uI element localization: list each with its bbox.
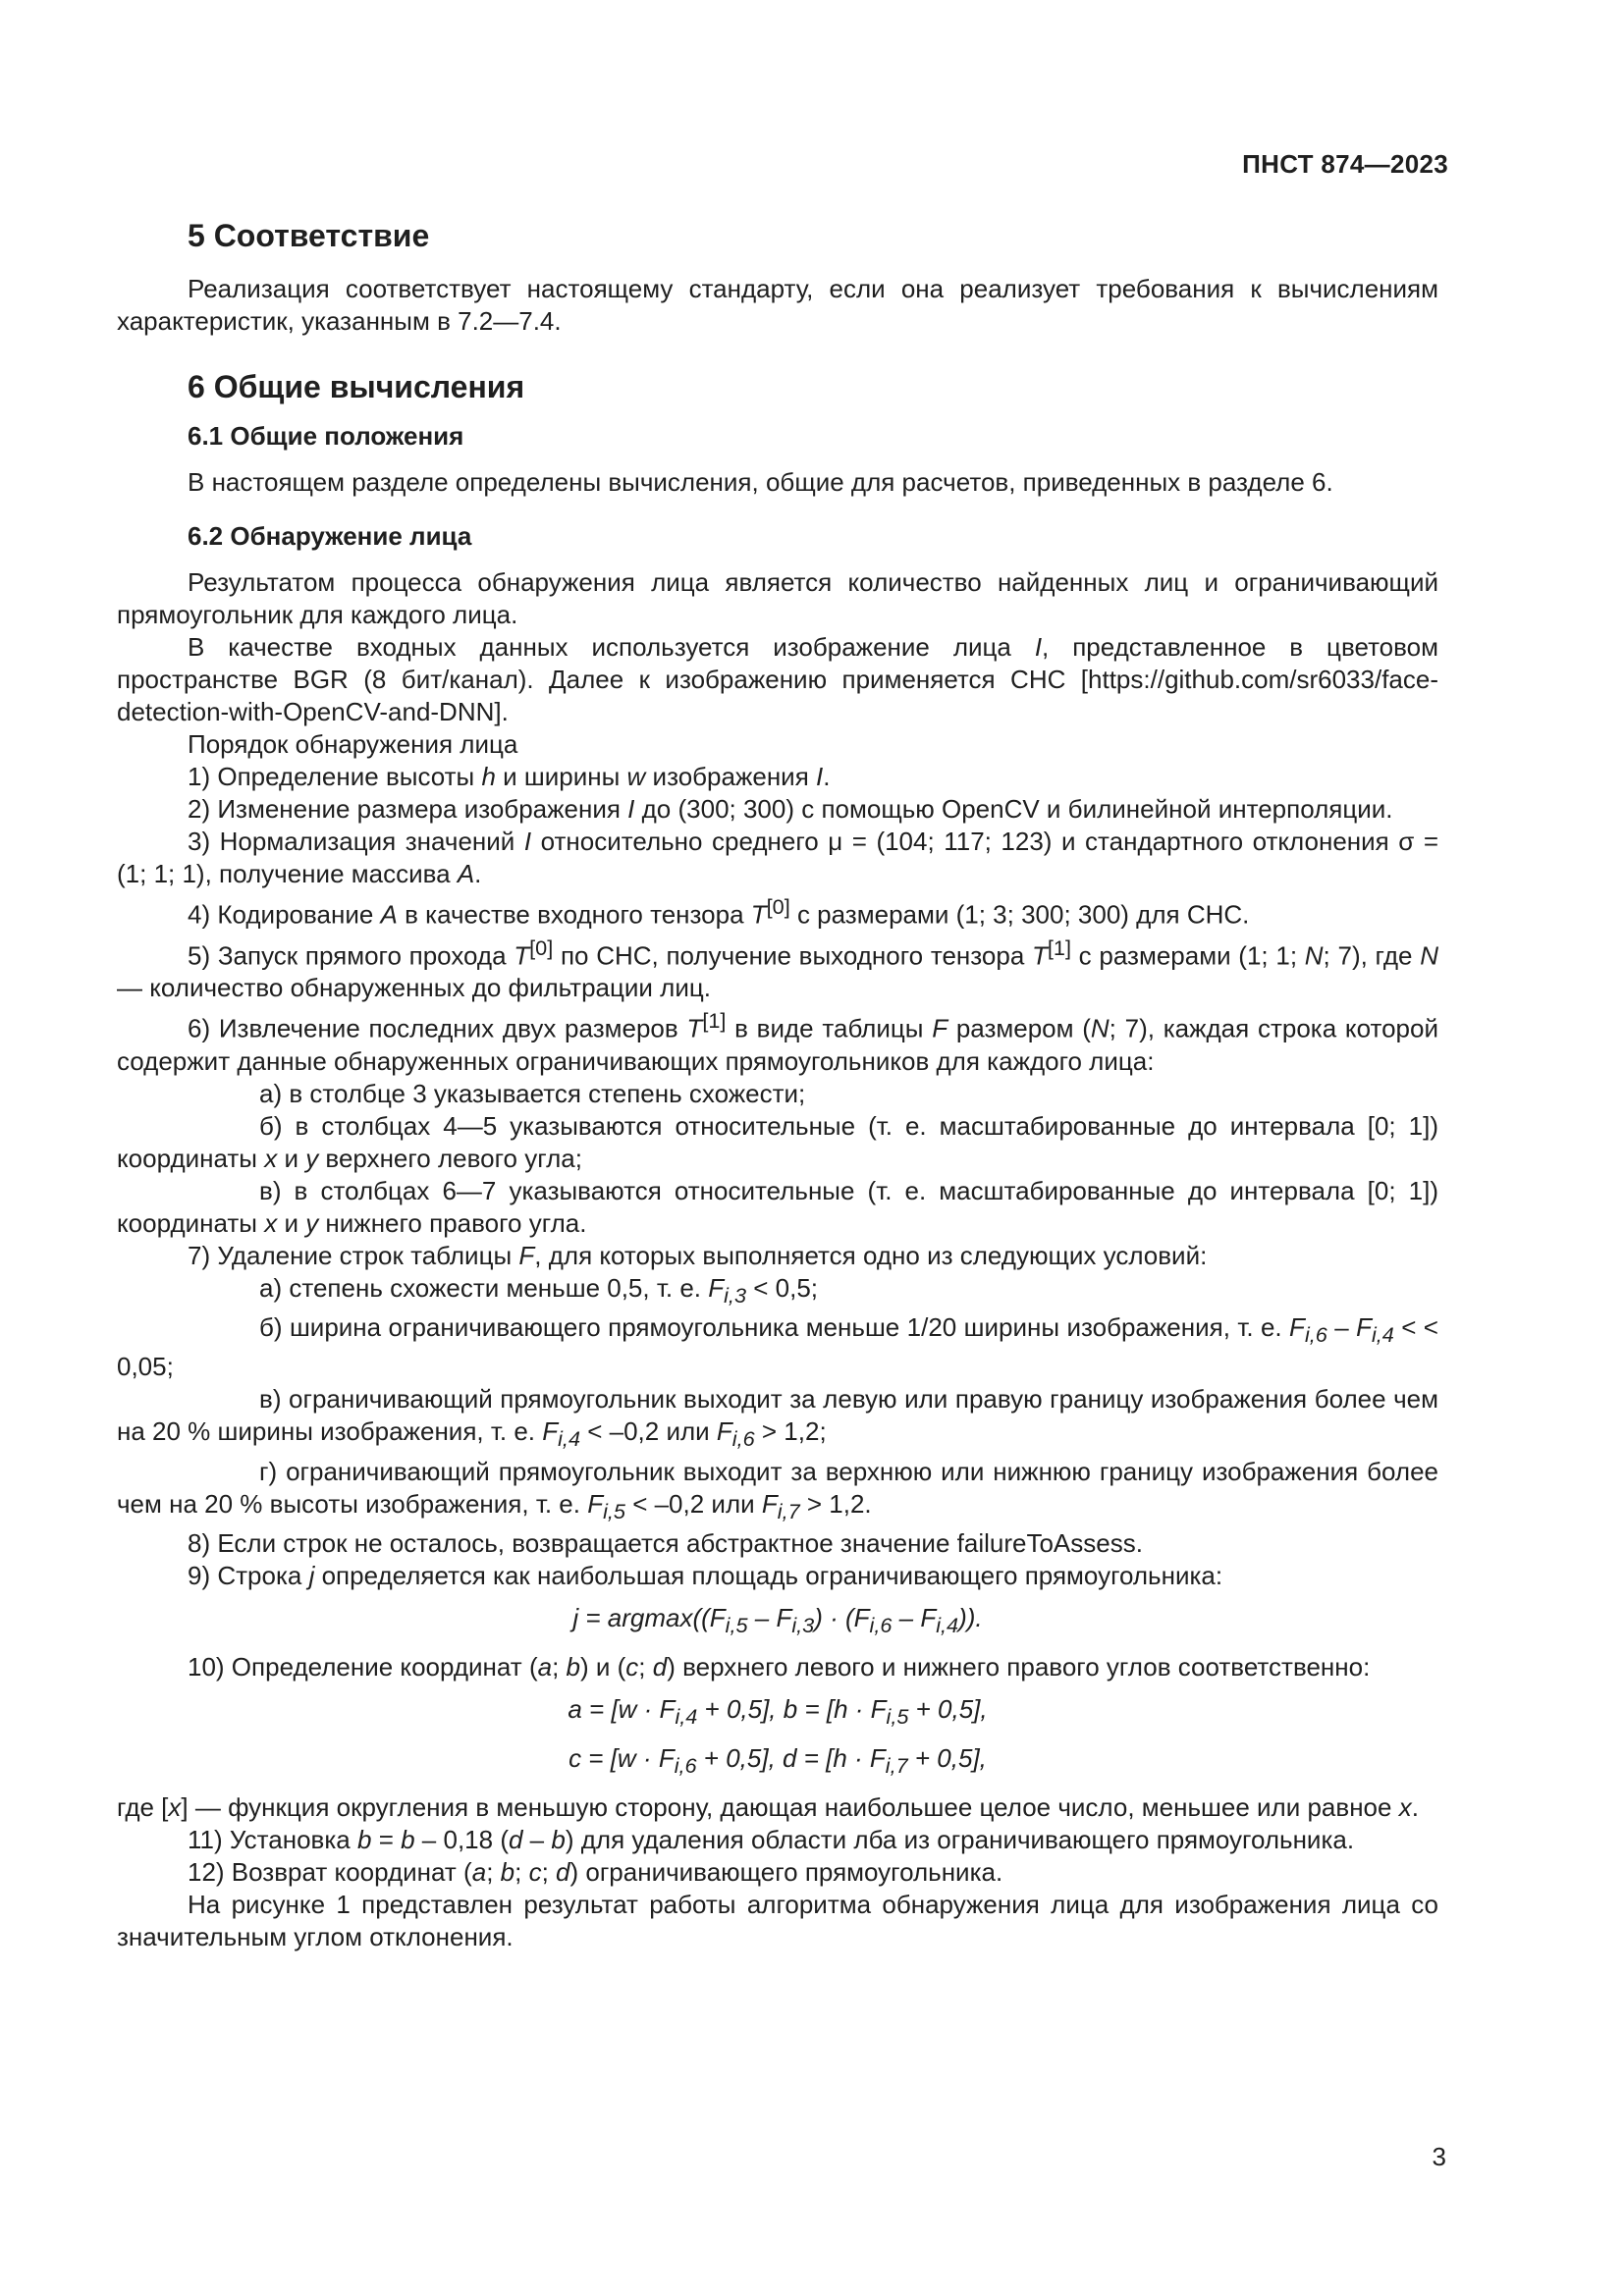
section-6-title: 6 Общие вычисления xyxy=(188,369,525,404)
paragraph: Результатом процесса обнаружения лица является количество найденных лиц и ограничивающий прямоугольник для каждого лица. xyxy=(117,567,1438,629)
step-12: 12) Возврат координат (a; b; c; d) ограничивающего прямоугольника. xyxy=(188,1857,1003,1888)
step-6a: а) в столбце 3 указывается степень схожести; xyxy=(259,1078,806,1108)
section-6-1-text: В настоящем разделе определены вычисления, общие для расчетов, приведенных в разделе 6. xyxy=(188,467,1333,497)
step-6c: в) в столбцах 6—7 указываются относительные (т. е. масштабированные до интервала [0; 1]) координаты x и y нижнего правого угла. xyxy=(117,1175,1438,1238)
step-9: 9) Строка j определяется как наибольшая площадь ограничивающего прямоугольника: xyxy=(188,1560,1223,1590)
document-header: ПНСТ 874—2023 xyxy=(1242,149,1448,179)
step-6: 6) Извлечение последних двух размеров T[1] в виде таблицы F размером (N; 7), каждая строка которой содержит данные обнаруженных ограничивающих прямоугольников для каждого лица: xyxy=(117,1008,1438,1076)
page-content xyxy=(117,216,1438,1953)
step-1: 1) Определение высоты h и ширины w изображения I. xyxy=(188,762,831,791)
step-8: 8) Если строк не осталось, возвращается абстрактное значение failureToAssess. xyxy=(188,1527,1143,1558)
step-4: 4) Кодирование A в качестве входного тензора T[0] с размерами (1; 3; 300; 300) для СНС. xyxy=(188,894,1250,930)
section-6-1-title: 6.1 Общие положения xyxy=(188,421,464,451)
page-number: 3 xyxy=(1432,2142,1446,2171)
step-7: 7) Удаление строк таблицы F, для которых выполняется одно из следующих условий: xyxy=(188,1240,1208,1270)
step-7c: в) ограничивающий прямоугольник выходит за левую или правую границу изображения более чем на 20 % ширины изображения, т. е. $F_{i,4} < -0,2$ или $F_{i,6} > 1,2$; xyxy=(117,1384,1438,1452)
step-5: 5) Запуск прямого прохода T[0] по СНС, получение выходного тензора T[1] с размерами (1; 1; N; 7), где N — количество обнаруженных до фильтрации лиц. xyxy=(117,934,1438,1003)
where-clause: где [x] — функция округления в меньшую сторону, дающая наибольшее целое число, меньшее или равное x. xyxy=(117,1792,1419,1823)
section-5-title: 5 Соответствие xyxy=(188,218,430,253)
paragraph-figure-reference: На рисунке 1 представлен результат работы алгоритма обнаружения лица для изображения лица со значительным углом отклонения. xyxy=(117,1890,1438,1952)
step-3: 3) Нормализация значений I относительно среднего μ = (104; 117; 123) и стандартного отклонения σ = (1; 1; 1), получение массива A. xyxy=(117,827,1439,888)
step-2: 2) Изменение размера изображения I до (300; 300) с помощью OpenCV и билинейной интерполяции. xyxy=(188,794,1393,824)
step-7d: г) ограничивающий прямоугольник выходит за верхнюю или нижнюю границу изображения более чем на 20 % высоты изображения, т. е. $F_{i,5} < -0,2$ или $F_{i,7} > 1,2$. xyxy=(117,1456,1438,1523)
step-7a: а) степень схожести меньше 0,5, т. е. $F_{i,3} < 0,5$; xyxy=(259,1272,818,1308)
step-10: 10) Определение координат (a; b) и (c; d) верхнего левого и нижнего правого углов соответственно: xyxy=(188,1651,1371,1682)
formula-c-d: $c = [w \cdot F_{i,6} + 0,5]$, $d = [h \cdot F_{i,7} + 0,5]$, xyxy=(568,1743,987,1779)
paragraph: В качестве входных данных используется изображение лица I, представленное в цветовом пространстве BGR (8 бит/канал). Далее к изображению применяется СНС [https://github.com/sr6033/face-detection-with-OpenCV-and-DNN]. xyxy=(117,632,1438,726)
section-6-2-title: 6.2 Обнаружение лица xyxy=(188,521,472,551)
step-11: 11) Установка b = b – 0,18 (d – b) для удаления области лба из ограничивающего прямоугольника. xyxy=(188,1825,1355,1855)
paragraph: Порядок обнаружения лица xyxy=(188,729,518,759)
formula-argmax: $j = argmax((F_{i,5} - F_{i,3}) \cdot (F_{i,6} - F_{i,4}))$. xyxy=(572,1602,983,1637)
step-7b: б) ширина ограничивающего прямоугольника меньше 1/20 ширины изображения, т. е. $F_{i,6} - F_{i,4}$ < < 0,05; xyxy=(117,1312,1438,1382)
formula-a-b: $a = [w \cdot F_{i,4} + 0,5]$, $b = [h \cdot F_{i,5} + 0,5]$, xyxy=(568,1693,988,1730)
step-6b: б) в столбцах 4—5 указываются относительные (т. е. масштабированные до интервала [0; 1]) координаты x и y верхнего левого угла; xyxy=(117,1110,1438,1173)
section-5-text: Реализация соответствует настоящему стандарту, если она реализует требования к вычислениям характеристик, указанным в 7.2—7.4. xyxy=(117,274,1438,336)
